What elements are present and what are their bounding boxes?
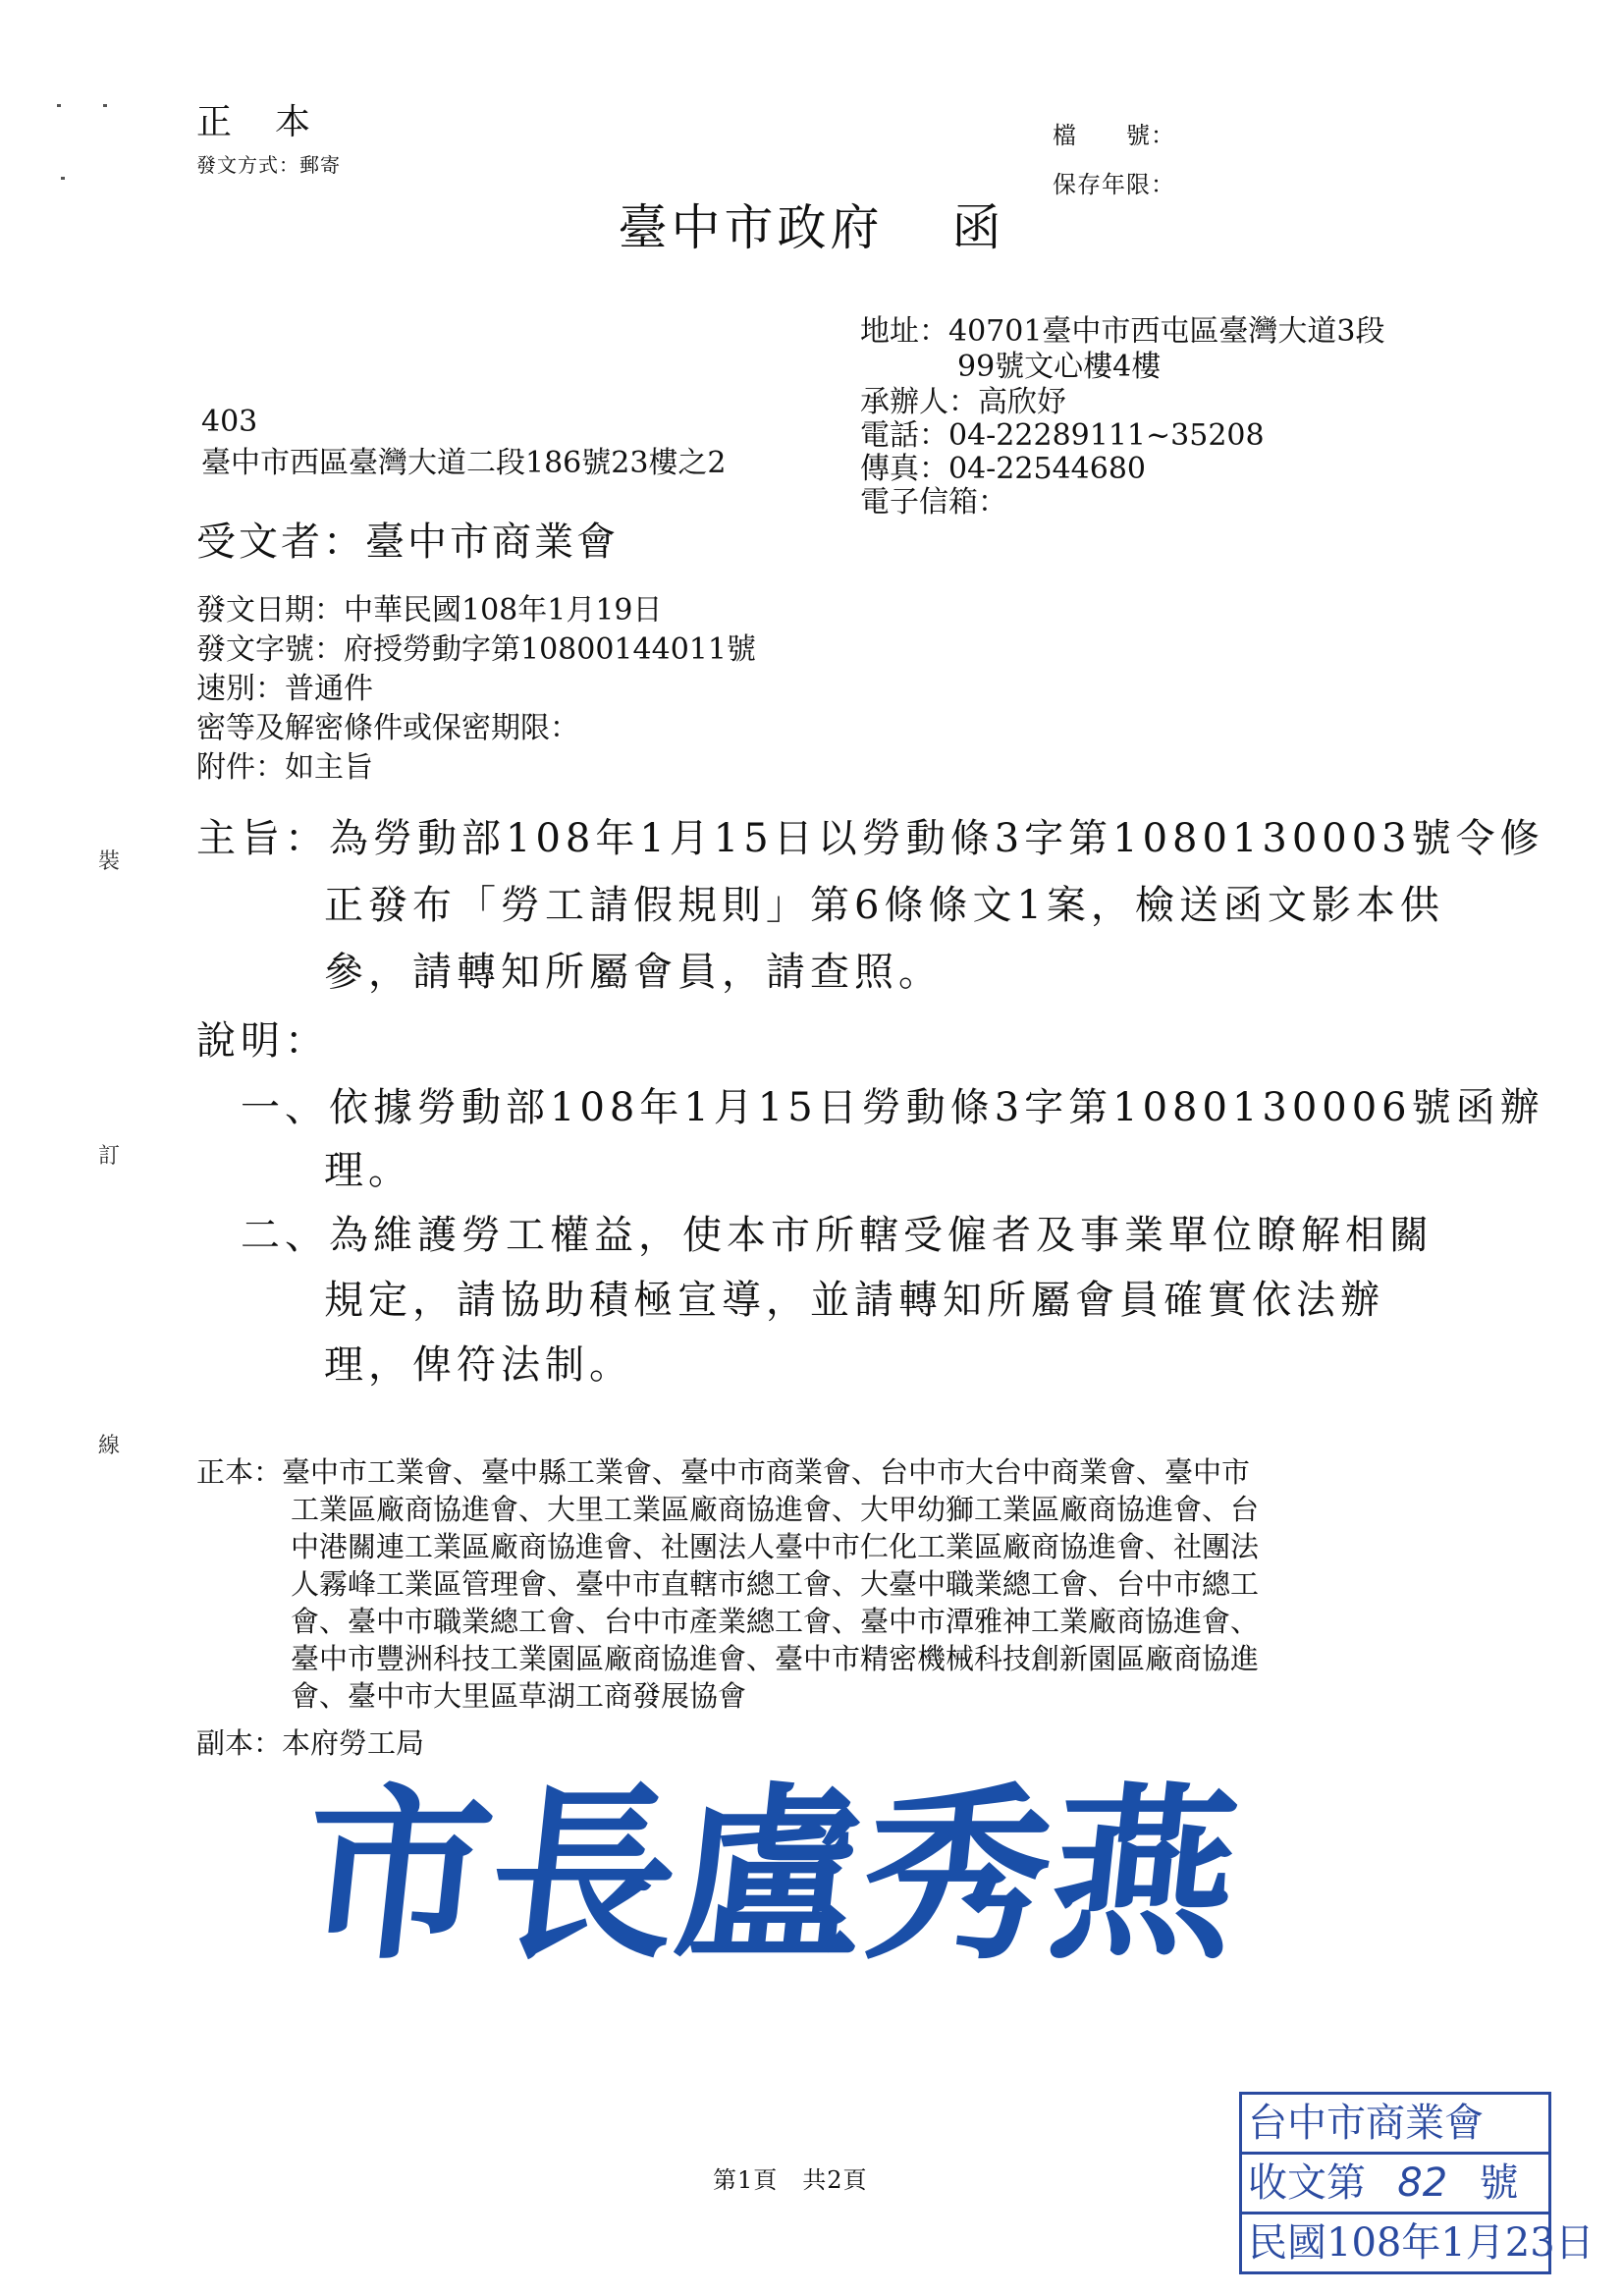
binding-mark: 訂 [98,1144,121,1169]
stamp-number-suffix: 號 [1479,2160,1519,2206]
cc-original-line6: 臺中市豐洲科技工業園區廠商協進會、臺中市精密機械科技創新園區廠商協進 [291,1642,1260,1675]
sender-fax: 傳真：04-22544680 [860,452,1147,486]
retention-period: 保存年限： [1053,171,1175,198]
stamp-org: 台中市商業會 [1242,2095,1548,2155]
file-number: 檔 號： [1053,122,1175,149]
binding-mark: 線 [98,1434,121,1458]
sender-phone: 電話：04-22289111~35208 [860,418,1265,453]
sender-address-line2: 99號文心樓4樓 [957,350,1162,384]
cc-copy: 副本：本府勞工局 [196,1726,425,1760]
recipient: 受文者：臺中市商業會 [196,519,619,565]
document-number: 發文字號：府授勞動字第10800144011號 [196,632,756,667]
secrecy-level: 密等及解密條件或保密期限： [196,711,579,745]
dispatch-date: 發文日期：中華民國108年1月19日 [196,593,663,628]
cc-original-line7: 會、臺中市大里區草湖工商發展協會 [291,1679,747,1713]
sender-email: 電子信箱： [860,485,1007,519]
cc-original-line5: 會、臺中市職業總工會、台中市產業總工會、臺中市潭雅神工業廠商協進會、 [291,1605,1260,1638]
cc-original-line4: 人霧峰工業區管理會、臺中市直轄市總工會、大臺中職業總工會、台中市總工 [291,1567,1260,1601]
copy-type: 正 本 [196,102,315,142]
explanation-label: 說明： [196,1018,329,1064]
stamp-date: 民國108年1月23日 [1248,2220,1595,2266]
cc-original-line1: 正本：臺中市工業會、臺中縣工業會、臺中市商業會、台中市大台中商業會、臺中市 [196,1455,1251,1489]
explanation-item2-line1: 二、為維護勞工權益，使本市所轄受僱者及事業單位瞭解相關 [241,1213,1434,1258]
doc-type: 函 [951,199,1005,256]
dispatch-method: 發文方式：郵寄 [196,153,341,177]
binding-mark: 裝 [98,849,121,874]
stamp-number-prefix: 收文第 [1248,2160,1366,2206]
recipient-street: 臺中市西區臺灣大道二段186號23樓之2 [201,446,727,480]
explanation-item2-line3: 理，俾符法制。 [324,1342,633,1388]
scan-mark [61,177,65,180]
sender-address-line1: 地址：40701臺中市西屯區臺灣大道3段 [860,314,1385,349]
subject-line3: 參，請轉知所屬會員，請查照。 [324,950,943,995]
explanation-item1-line2: 理。 [324,1148,412,1193]
explanation-item1-line1: 一、依據勞動部108年1月15日勞動條3字第1080130006號函辦 [241,1085,1544,1130]
subject-line1: 主旨：為勞動部108年1月15日以勞動條3字第1080130003號令修 [196,816,1544,861]
stamp-number-value: 82 [1397,2160,1448,2206]
scan-mark [57,104,61,107]
receipt-stamp [1239,2092,1595,2274]
issuing-org: 臺中市政府 [618,199,884,256]
stamp-number-row [1242,2155,1548,2214]
delivery-speed: 速別：普通件 [196,672,373,706]
scan-mark [103,104,107,107]
explanation-item2-line2: 規定，請協助積極宣導，並請轉知所屬會員確實依法辦 [324,1278,1384,1323]
cc-original-line3: 中港關連工業區廠商協進會、社團法人臺中市仁化工業區廠商協進會、社團法 [291,1530,1260,1563]
subject-line2: 正發布「勞工請假規則」第6條條文1案，檢送函文影本供 [324,883,1444,928]
page-footer: 第1頁 共2頁 [713,2166,868,2194]
attachment: 附件：如主旨 [196,750,373,785]
recipient-zip: 403 [201,405,258,439]
sender-handler: 承辦人：高欣妤 [860,385,1066,419]
cc-original-line2: 工業區廠商協進會、大里工業區廠商協進會、大甲幼獅工業區廠商協進會、台 [291,1493,1260,1526]
mayor-signature: 市長盧秀燕 [293,1766,1249,1985]
document-title [0,189,1623,259]
